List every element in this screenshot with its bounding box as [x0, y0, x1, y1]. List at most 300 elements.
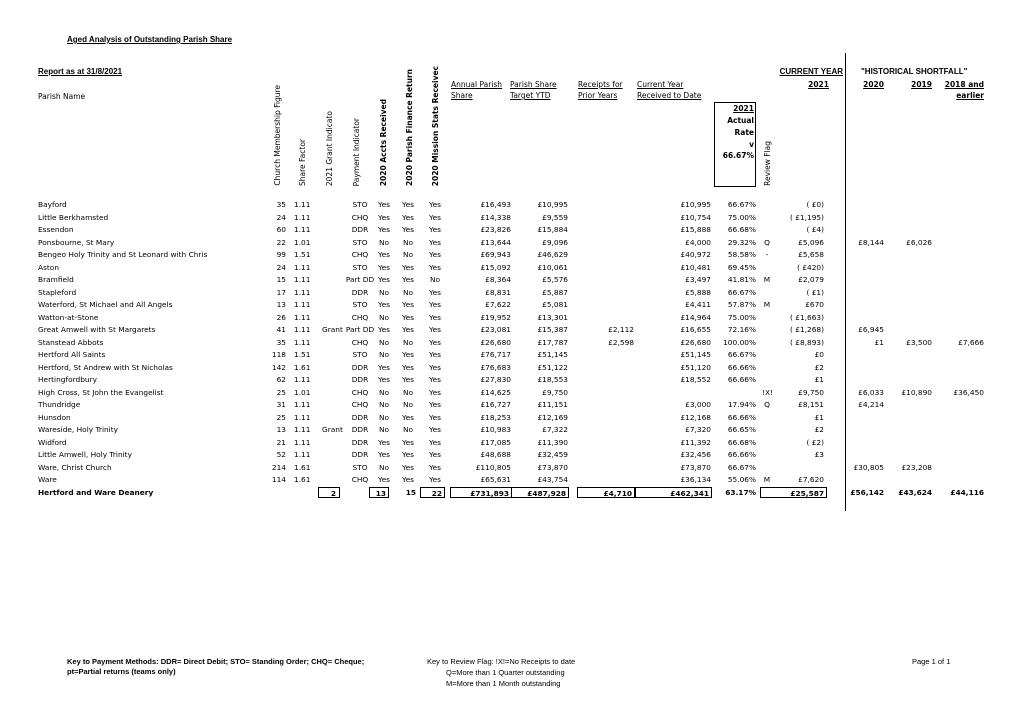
payment-indicator: DDR [351, 375, 369, 384]
finance-return: No [402, 337, 414, 347]
parish-name: Watton-at-Stone [38, 312, 99, 322]
share-factor: 1.11 [294, 437, 311, 447]
current-year-shortfall: £2,079 [798, 275, 824, 284]
finance-return: No [402, 287, 414, 297]
membership-figure: 22 [276, 237, 286, 247]
accts-received: Yes [378, 375, 390, 384]
target-ytd: £5,887 [542, 287, 568, 297]
share-factor: 1.61 [294, 462, 311, 472]
actual-rate: 17.94% [727, 400, 756, 409]
total-finance: 15 [405, 487, 416, 497]
payment-indicator: DDR [351, 412, 369, 422]
membership-figure: 24 [276, 262, 286, 272]
finance-return: Yes [402, 412, 414, 422]
header-target-ytd: Parish Share [510, 80, 557, 89]
mission-stats: Yes [429, 437, 441, 447]
accts-received: No [378, 400, 390, 409]
payment-indicator: CHQ [351, 400, 369, 409]
target-ytd: £18,553 [537, 375, 568, 384]
header-rate-year: 2021 [733, 104, 754, 113]
annual-share: £27,830 [480, 375, 511, 384]
finance-return: No [402, 387, 414, 397]
header-parish-name: Parish Name [38, 92, 86, 101]
accts-received: No [378, 337, 390, 347]
shortfall-2018-earlier: £36,450 [953, 387, 984, 397]
mission-stats: No [429, 275, 441, 284]
actual-rate: 66.67% [727, 200, 756, 209]
received-to-date: £51,145 [680, 350, 711, 359]
current-year-shortfall: £670 [805, 300, 824, 309]
accts-received: Yes [378, 362, 390, 372]
accts-received: Yes [378, 250, 390, 259]
annual-share: £19,952 [480, 312, 511, 322]
table-row [0, 299, 1020, 312]
received-to-date: £73,870 [680, 462, 711, 472]
receipts-prior: £2,598 [608, 337, 634, 347]
membership-figure: 41 [276, 325, 286, 334]
target-ytd: £9,096 [542, 237, 568, 247]
received-to-date: £3,000 [685, 400, 711, 409]
actual-rate: 66.66% [727, 412, 756, 422]
received-to-date: £12,168 [680, 412, 711, 422]
accts-received: Yes [378, 275, 390, 284]
received-to-date: £4,411 [685, 300, 711, 309]
membership-figure: 26 [276, 312, 286, 322]
membership-figure: 142 [271, 362, 286, 372]
annual-share: £17,085 [480, 437, 511, 447]
current-year-shortfall: ( £8,893) [790, 337, 824, 347]
finance-return: No [402, 250, 414, 259]
mission-stats: Yes [429, 212, 441, 222]
share-factor: 1.11 [294, 450, 311, 459]
parish-name: Little Berkhamsted [38, 212, 109, 222]
finance-return: No [402, 425, 414, 434]
annual-share: £23,081 [480, 325, 511, 334]
current-year-shortfall: £9,750 [798, 387, 824, 397]
received-to-date: £7,320 [685, 425, 711, 434]
parish-name: Great Amwell with St Margarets [38, 325, 156, 334]
annual-share: £7,622 [485, 300, 511, 309]
actual-rate: 66.65% [727, 425, 756, 434]
membership-figure: 60 [276, 225, 286, 234]
accts-received: No [378, 350, 390, 359]
received-to-date: £15,888 [680, 225, 711, 234]
header-2018: 2018 and [944, 80, 984, 89]
parish-name: Ponsbourne, St Mary [38, 237, 115, 247]
target-ytd: £12,169 [537, 412, 568, 422]
total-2019: £43,624 [898, 487, 932, 497]
share-factor: 1.11 [294, 425, 311, 434]
header-accts-received: 2020 Accts Received [379, 98, 388, 186]
payment-indicator: STO [352, 200, 368, 209]
finance-return: Yes [402, 200, 414, 209]
mission-stats: Yes [429, 300, 441, 309]
membership-figure: 62 [276, 375, 286, 384]
header-finance-return: 2020 Parish Finance Return [405, 69, 414, 186]
membership-figure: 114 [271, 475, 286, 484]
share-factor: 1.11 [294, 287, 311, 297]
membership-figure: 25 [276, 387, 286, 397]
table-row [0, 374, 1020, 387]
received-to-date: £26,680 [680, 337, 711, 347]
current-year-shortfall: £1 [814, 412, 824, 422]
actual-rate: 66.67% [727, 287, 756, 297]
total-received: £462,341 [635, 487, 712, 498]
mission-stats: Yes [429, 450, 441, 459]
accts-received: Yes [378, 200, 390, 209]
annual-share: £76,717 [480, 350, 511, 359]
parish-name: Hunsdon [38, 412, 71, 422]
payment-indicator: DDR [351, 287, 369, 297]
shortfall-2019: £23,208 [901, 462, 932, 472]
review-key-quarter: Q=More than 1 Quarter outstanding [446, 668, 565, 677]
review-flag: Q [764, 400, 770, 409]
target-ytd: £5,576 [542, 275, 568, 284]
parish-name: Stapleford [38, 287, 77, 297]
accts-received: Yes [378, 437, 390, 447]
header-receipts-prior: Receipts for [578, 80, 623, 89]
finance-return: Yes [402, 275, 414, 284]
total-target: £487,928 [511, 487, 569, 498]
annual-share: £10,983 [480, 425, 511, 434]
target-ytd: £51,145 [537, 350, 568, 359]
parish-name: Hertford, St Andrew with St Nicholas [38, 362, 173, 372]
accts-received: Yes [378, 475, 390, 484]
parish-name: Widford [38, 437, 67, 447]
parish-name: Little Amwell, Holy Trinity [38, 450, 132, 459]
total-name: Hertford and Ware Deanery [38, 487, 154, 497]
total-grant: 2 [318, 487, 340, 498]
received-to-date: £3,497 [685, 275, 711, 284]
table-row [0, 424, 1020, 437]
mission-stats: Yes [429, 250, 441, 259]
mission-stats: Yes [429, 475, 441, 484]
accts-received: No [378, 425, 390, 434]
received-to-date: £18,552 [680, 375, 711, 384]
membership-figure: 118 [271, 350, 286, 359]
header-annual-share: Annual Parish [451, 80, 503, 89]
share-factor: 1.11 [294, 337, 311, 347]
annual-share: £48,688 [480, 450, 511, 459]
payment-indicator: STO [352, 350, 368, 359]
membership-figure: 13 [276, 300, 286, 309]
table-row [0, 412, 1020, 425]
parish-name: Bengeo Holy Trinity and St Leonard with Chris [38, 250, 208, 259]
annual-share: £26,680 [480, 337, 511, 347]
payment-indicator: CHQ [351, 387, 369, 397]
payment-indicator: DDR [351, 362, 369, 372]
share-factor: 1.11 [294, 275, 311, 284]
parish-name: Stanstead Abbots [38, 337, 104, 347]
mission-stats: Yes [429, 237, 441, 247]
mission-stats: Yes [429, 312, 441, 322]
table-row [0, 462, 1020, 475]
payment-indicator: CHQ [351, 337, 369, 347]
total-accts: 13 [369, 487, 389, 498]
membership-figure: 17 [276, 287, 286, 297]
rate-box-top [714, 102, 756, 103]
parish-name: Bayford [38, 200, 67, 209]
report-date: Report as at 31/8/2021 [38, 67, 123, 76]
table-row [0, 399, 1020, 412]
historical-shortfall-label: "HISTORICAL SHORTFALL" [861, 67, 968, 76]
payment-indicator: DDR [351, 437, 369, 447]
accts-received: Yes [378, 225, 390, 234]
share-factor: 1.11 [294, 225, 311, 234]
finance-return: Yes [402, 212, 414, 222]
share-factor: 1.01 [294, 387, 311, 397]
received-to-date: £11,392 [680, 437, 711, 447]
grant-indicator: Grant [322, 325, 343, 334]
share-factor: 1.11 [294, 375, 311, 384]
parish-name: Aston [38, 262, 60, 272]
accts-received: No [378, 237, 390, 247]
accts-received: No [378, 412, 390, 422]
header-share-factor: Share Factor [298, 139, 307, 186]
header-mission-stats: 2020 Mission Stats Receivec [431, 65, 440, 186]
total-row [0, 487, 1020, 500]
current-year-shortfall: ( £1) [806, 287, 824, 297]
target-ytd: £10,995 [537, 200, 568, 209]
shortfall-2020: £8,144 [858, 237, 884, 247]
target-ytd: £15,387 [537, 325, 568, 334]
actual-rate: 55.06% [727, 475, 756, 484]
accts-received: Yes [378, 300, 390, 309]
mission-stats: Yes [429, 337, 441, 347]
header-rate-rate: Rate [734, 128, 754, 137]
target-ytd: £5,081 [542, 300, 568, 309]
payment-key: Key to Payment Methods: DDR= Direct Debit; STO= Standing Order; CHQ= Cheque; [67, 657, 365, 666]
payment-key-partial: pt=Partial returns (teams only) [67, 667, 176, 676]
current-year-shortfall: £5,658 [798, 250, 824, 259]
current-year-shortfall: ( £1,663) [790, 312, 824, 322]
target-ytd: £7,322 [542, 425, 568, 434]
accts-received: No [378, 287, 390, 297]
current-year-shortfall: £2 [814, 425, 824, 434]
mission-stats: Yes [429, 262, 441, 272]
actual-rate: 66.66% [727, 362, 756, 372]
share-factor: 1.11 [294, 200, 311, 209]
header-2019: 2019 [911, 80, 932, 89]
membership-figure: 31 [276, 400, 286, 409]
target-ytd: £9,559 [542, 212, 568, 222]
payment-indicator: STO [352, 300, 368, 309]
finance-return: Yes [402, 225, 414, 234]
table-row [0, 474, 1020, 487]
current-year-shortfall: £5,096 [798, 237, 824, 247]
membership-figure: 15 [276, 275, 286, 284]
target-ytd: £73,870 [537, 462, 568, 472]
shortfall-2020: £1 [874, 337, 884, 347]
actual-rate: 100.00% [723, 337, 756, 347]
finance-return: No [402, 400, 414, 409]
report-title: Aged Analysis of Outstanding Parish Share [67, 35, 233, 44]
header-rate-v: v [749, 140, 754, 149]
review-flag: M [763, 275, 771, 284]
header-2018-earlier: earlier [956, 91, 984, 100]
finance-return: Yes [402, 450, 414, 459]
header-rate-target: 66.67% [722, 151, 754, 160]
table-row [0, 437, 1020, 450]
annual-share: £14,625 [480, 387, 511, 397]
rate-box-right [755, 102, 756, 187]
actual-rate: 66.68% [727, 225, 756, 234]
annual-share: £13,644 [480, 237, 511, 247]
membership-figure: 21 [276, 437, 286, 447]
current-year-shortfall: £2 [814, 362, 824, 372]
shortfall-2019: £6,026 [906, 237, 932, 247]
accts-received: No [378, 462, 390, 472]
header-review-flag: Review Flag [763, 141, 772, 186]
parish-table [0, 199, 1020, 499]
current-year-shortfall: ( £0) [806, 200, 824, 209]
payment-indicator: DDR [351, 225, 369, 234]
share-factor: 1.11 [294, 312, 311, 322]
annual-share: £69,943 [480, 250, 511, 259]
mission-stats: Yes [429, 375, 441, 384]
current-year-shortfall: ( £1,268) [790, 325, 824, 334]
current-year-shortfall: £0 [814, 350, 824, 359]
table-row [0, 212, 1020, 225]
mission-stats: Yes [429, 200, 441, 209]
table-row [0, 199, 1020, 212]
target-ytd: £17,787 [537, 337, 568, 347]
header-received-to-date: Current Year [637, 80, 684, 89]
finance-return: Yes [402, 362, 414, 372]
shortfall-2019: £10,890 [901, 387, 932, 397]
annual-share: £16,727 [480, 400, 511, 409]
mission-stats: Yes [429, 350, 441, 359]
table-row [0, 274, 1020, 287]
share-factor: 1.51 [294, 350, 311, 359]
share-factor: 1.51 [294, 250, 311, 259]
header-cy-2021: 2021 [808, 80, 829, 89]
receipts-prior: £2,112 [608, 325, 634, 334]
payment-indicator: CHQ [351, 250, 369, 259]
actual-rate: 41.81% [727, 275, 756, 284]
current-year-label: CURRENT YEAR [779, 67, 843, 76]
current-year-shortfall: £1 [814, 375, 824, 384]
annual-share: £14,338 [480, 212, 511, 222]
actual-rate: 66.67% [727, 462, 756, 472]
total-2020: £56,142 [850, 487, 884, 497]
actual-rate: 72.16% [727, 325, 756, 334]
total-rate: 63.17% [725, 487, 756, 497]
received-to-date: £10,754 [680, 212, 711, 222]
payment-indicator: CHQ [351, 475, 369, 484]
finance-return: Yes [402, 300, 414, 309]
table-row [0, 349, 1020, 362]
received-to-date: £10,995 [680, 200, 711, 209]
payment-indicator: DDR [351, 425, 369, 434]
current-year-shortfall: ( £4) [806, 225, 824, 234]
actual-rate: 66.66% [727, 375, 756, 384]
membership-figure: 214 [271, 462, 286, 472]
mission-stats: Yes [429, 400, 441, 409]
share-factor: 1.11 [294, 400, 311, 409]
parish-name: Ware [38, 475, 57, 484]
membership-figure: 24 [276, 212, 286, 222]
header-receipts-prior-2: Prior Years [578, 91, 618, 100]
annual-share: £76,683 [480, 362, 511, 372]
mission-stats: Yes [429, 387, 441, 397]
target-ytd: £9,750 [542, 387, 568, 397]
annual-share: £8,831 [485, 287, 511, 297]
payment-indicator: DDR [351, 450, 369, 459]
parish-name: Essendon [38, 225, 74, 234]
target-ytd: £46,629 [537, 250, 568, 259]
review-key: Key to Review Flag: !X!=No Receipts to date [427, 657, 576, 666]
parish-name: High Cross, St John the Evangelist [38, 387, 164, 397]
annual-share: £65,631 [480, 475, 511, 484]
accts-received: No [378, 387, 390, 397]
page-number: Page 1 of 1 [912, 657, 951, 666]
accts-received: No [378, 312, 390, 322]
accts-received: Yes [378, 325, 390, 334]
accts-received: Yes [378, 262, 390, 272]
current-year-shortfall: ( £1,195) [790, 212, 824, 222]
share-factor: 1.11 [294, 262, 311, 272]
grant-indicator: Grant [322, 425, 343, 434]
share-factor: 1.11 [294, 212, 311, 222]
mission-stats: Yes [429, 362, 441, 372]
mission-stats: Yes [429, 412, 441, 422]
finance-return: Yes [402, 350, 414, 359]
parish-name: Thundridge [38, 400, 81, 409]
target-ytd: £11,390 [537, 437, 568, 447]
target-ytd: £15,884 [537, 225, 568, 234]
share-factor: 1.61 [294, 362, 311, 372]
review-flag: M [763, 475, 771, 484]
finance-return: Yes [402, 312, 414, 322]
annual-share: £110,805 [475, 462, 511, 472]
mission-stats: Yes [429, 425, 441, 434]
table-row [0, 387, 1020, 400]
table-row [0, 337, 1020, 350]
table-row [0, 287, 1020, 300]
table-row [0, 449, 1020, 462]
finance-return: Yes [402, 462, 414, 472]
current-year-shortfall: ( £2) [806, 437, 824, 447]
current-year-shortfall: £3 [814, 450, 824, 459]
annual-share: £18,253 [480, 412, 511, 422]
review-flag: Q [764, 237, 770, 247]
shortfall-2020: £6,033 [858, 387, 884, 397]
target-ytd: £10,061 [537, 262, 568, 272]
membership-figure: 35 [276, 200, 286, 209]
target-ytd: £11,151 [537, 400, 568, 409]
mission-stats: Yes [429, 225, 441, 234]
actual-rate: 69.45% [727, 262, 756, 272]
header-rate-actual: Actual [727, 116, 754, 125]
annual-share: £15,092 [480, 262, 511, 272]
received-to-date: £5,888 [685, 287, 711, 297]
total-prior: £4,710 [577, 487, 635, 498]
finance-return: Yes [402, 375, 414, 384]
received-to-date: £40,972 [680, 250, 711, 259]
shortfall-2020: £4,214 [858, 400, 884, 409]
parish-name: Hertingfordbury [38, 375, 97, 384]
payment-indicator: CHQ [351, 212, 369, 222]
payment-indicator: STO [352, 262, 368, 272]
table-row [0, 312, 1020, 325]
accts-received: Yes [378, 212, 390, 222]
total-annual: £731,893 [450, 487, 512, 498]
share-factor: 1.11 [294, 412, 311, 422]
review-flag: M [763, 300, 771, 309]
membership-figure: 35 [276, 337, 286, 347]
payment-indicator: STO [352, 237, 368, 247]
